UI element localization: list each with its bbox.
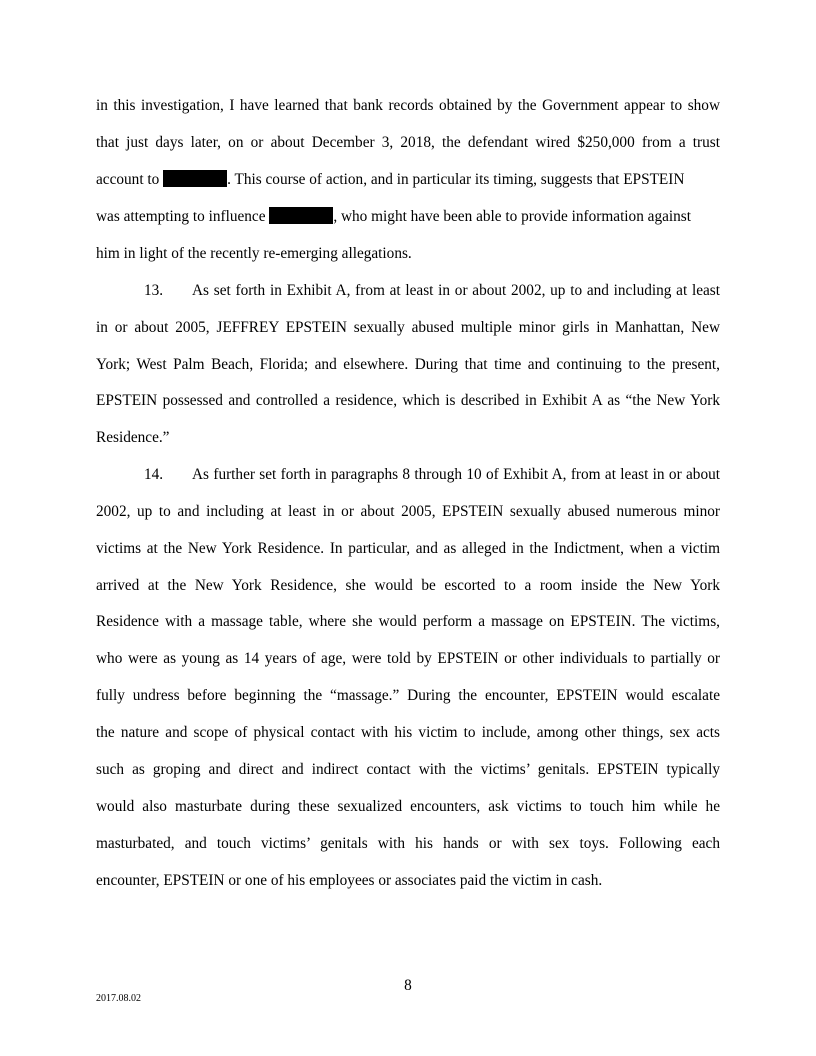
para14-line-4: arrived at the New York Residence, she would be escorted to a room inside the New York bbox=[96, 577, 720, 594]
para12-line-5: him in light of the recently re-emerging allegations. bbox=[96, 245, 412, 262]
para12-line-3 bbox=[96, 170, 720, 190]
para12-line-4-start: was attempting to influence bbox=[96, 208, 266, 225]
para14-line-5: Residence with a massage table, where she would perform a massage on EPSTEIN. The victims, bbox=[96, 613, 720, 630]
para12-line-4 bbox=[96, 207, 720, 227]
para14-line-3: victims at the New York Residence. In particular, and as alleged in the Indictment, when a victim bbox=[96, 540, 720, 557]
para14-line-9: such as groping and direct and indirect contact with the victims’ genitals. EPSTEIN typically bbox=[96, 761, 720, 778]
para14-line-1: As further set forth in paragraphs 8 through 10 of Exhibit A, from at least in or about bbox=[192, 466, 720, 483]
para14-line-12: encounter, EPSTEIN or one of his employees or associates paid the victim in cash. bbox=[96, 872, 603, 889]
para14-line-11: masturbated, and touch victims’ genitals with his hands or with sex toys. Following each bbox=[96, 835, 720, 852]
footer-code: 2017.08.02 bbox=[96, 993, 141, 1004]
para12-line-3-start: account to bbox=[96, 171, 160, 188]
para12-line-3-end: . This course of action, and in particular its timing, suggests that EPSTEIN bbox=[227, 171, 685, 188]
para13-line-3: York; West Palm Beach, Florida; and elsewhere. During that time and continuing to the present, bbox=[96, 356, 720, 373]
para14-line-8: the nature and scope of physical contact with his victim to include, among other things, sex acts bbox=[96, 724, 720, 741]
para13-line-4: EPSTEIN possessed and controlled a residence, which is described in Exhibit A as “the New York bbox=[96, 392, 720, 409]
page-number: 8 bbox=[404, 977, 412, 994]
para12-line-4-end: , who might have been able to provide information against bbox=[333, 208, 692, 225]
para14-line-2: 2002, up to and including at least in or about 2005, EPSTEIN sexually abused numerous minor bbox=[96, 503, 720, 520]
para13-number: 13. bbox=[144, 282, 164, 299]
para12-line-2: that just days later, on or about December 3, 2018, the defendant wired $250,000 from a trust bbox=[96, 134, 720, 151]
para14-line-7: fully undress before beginning the “massage.” During the encounter, EPSTEIN would escalate bbox=[96, 687, 720, 704]
para14-number: 14. bbox=[144, 466, 164, 483]
para13-line-2: in or about 2005, JEFFREY EPSTEIN sexually abused multiple minor girls in Manhattan, New bbox=[96, 319, 720, 336]
para14-line-10: would also masturbate during these sexualized encounters, ask victims to touch him while he bbox=[96, 798, 720, 815]
redaction-block bbox=[163, 170, 227, 187]
para13-line-5: Residence.” bbox=[96, 429, 170, 446]
para14-line-6: who were as young as 14 years of age, were told by EPSTEIN or other individuals to partially or bbox=[96, 650, 720, 667]
para12-line-1: in this investigation, I have learned that bank records obtained by the Government appear to show bbox=[96, 97, 720, 114]
redaction-block bbox=[269, 207, 333, 224]
para13-line-1: As set forth in Exhibit A, from at least in or about 2002, up to and including at least bbox=[192, 282, 720, 299]
